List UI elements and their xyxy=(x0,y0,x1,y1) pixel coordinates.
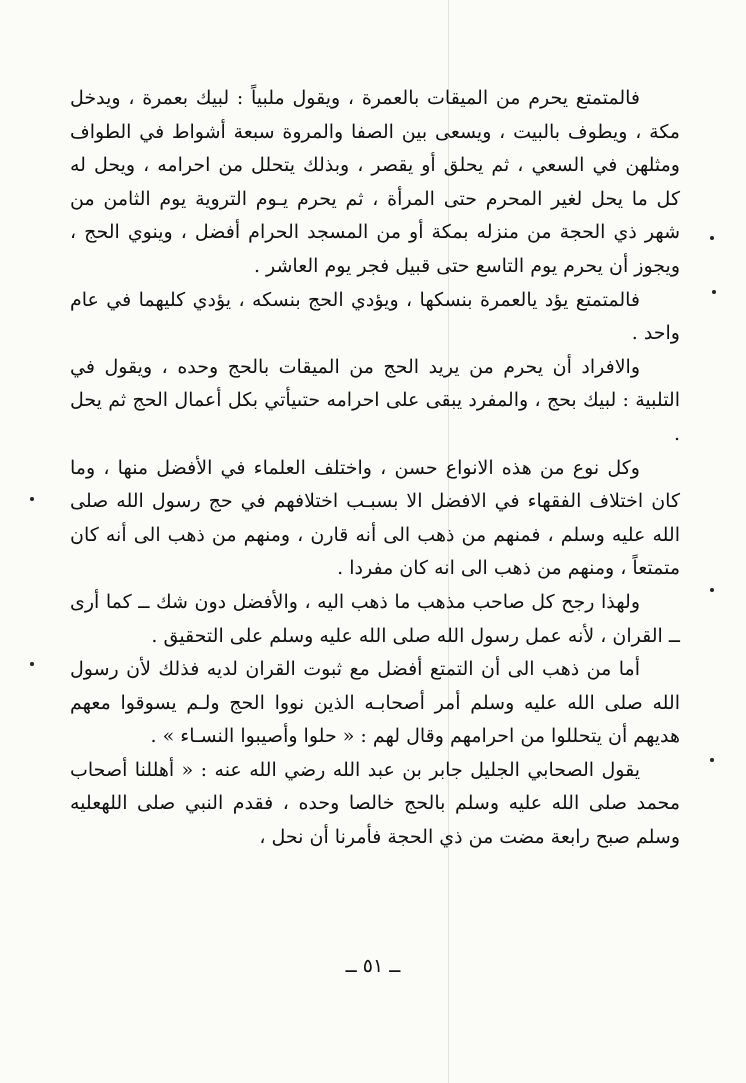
paragraph-tamattu-preference: أما من ذهب الى أن التمتع أفضل مع ثبوت القران لديه فذلك لأن رسول الله صلى الله عليه وسلم أمر أصحابـه الذين نووا الحج ولـم يسوقوا معهم هديهم أن يتحللوا من احرامهم وقال لهم : « حلوا وأصيبوا النسـاء » . xyxy=(70,658,680,748)
scan-speck xyxy=(710,236,714,240)
paragraph-qiran-preference: ولهذا رجح كل صاحب مذهب ما ذهب اليه ، والأفضل دون شك ــ كما أرى ــ القران ، لأنه عمل رسول الله صلى الله عليه وسلم على التحقيق . xyxy=(70,590,680,647)
paragraph-scholars-disagreement: وكل نوع من هذه الانواع حسن ، واختلف العلماء في الأفضل منها ، وما كان اختلاف الفقهاء في الافضل الا بسبـب اختلافهم في حج رسول الله صلى الله عليه وسلم ، فمنهم من ذهب الى أنه قارن ، ومنهم من ذهب الى أنه كان متمتعاً ، ومنهم من ذهب الى انه كان مفردا . xyxy=(70,456,680,580)
scan-speck xyxy=(30,662,34,666)
paragraph-tamattu-description: فالمتمتع يحرم من الميقات بالعمرة ، ويقول ملبياً : لبيك بعمرة ، ويدخل مكة ، ويطوف بالبيت ، ويسعى بين الصفا والمروة سبعة أشواط في الطواف ومثلهن في السعي ، ثم يحلق أو يقصر ، وبذلك يتحلل من احرامه ، ويحل له كل ما يحل لغير المحرم حتى المرأة ، ثم يحرم يـوم التروية يوم الثامن من شهر ذي الحجة من منزله بمكة أو من المسجد الحرام أفضل ، وينوي الحج ، ويجوز أن يحرم يوم التاسع حتى قبيل فجر يوم العاشر . xyxy=(70,87,680,277)
page-number: ــ ٥١ ــ xyxy=(345,955,401,977)
paragraph-jabir-narration: يقول الصحابي الجليل جابر بن عبد الله رضي الله عنه : « أهللنا أصحاب محمد صلى الله عليه وسلم بالحج خالصا وحده ، فقدم النبي صلى اللهعليه وسلم صبح رابعة مضت من ذي الحجة فأمرنا أن نحل ، xyxy=(70,758,680,849)
scan-speck xyxy=(30,497,34,501)
paragraph-tamattu-summary: فالمتمتع يؤد يالعمرة بنسكها ، ويؤدي الحج بنسكه ، يؤدي كليهما في عام واحد . xyxy=(70,288,680,345)
paragraph-ifrad-description: والافراد أن يحرم من يريد الحج من الميقات بالحج وحده ، ويقول في التلبية : لبيك بحج ، والمفرد يبقى على احرامه حتىيأتي بكل أعمال الحج ثم يحل . xyxy=(70,355,680,445)
book-page-body xyxy=(70,82,680,855)
scan-speck xyxy=(712,290,716,294)
scan-speck xyxy=(710,758,714,762)
scan-speck xyxy=(710,588,714,592)
